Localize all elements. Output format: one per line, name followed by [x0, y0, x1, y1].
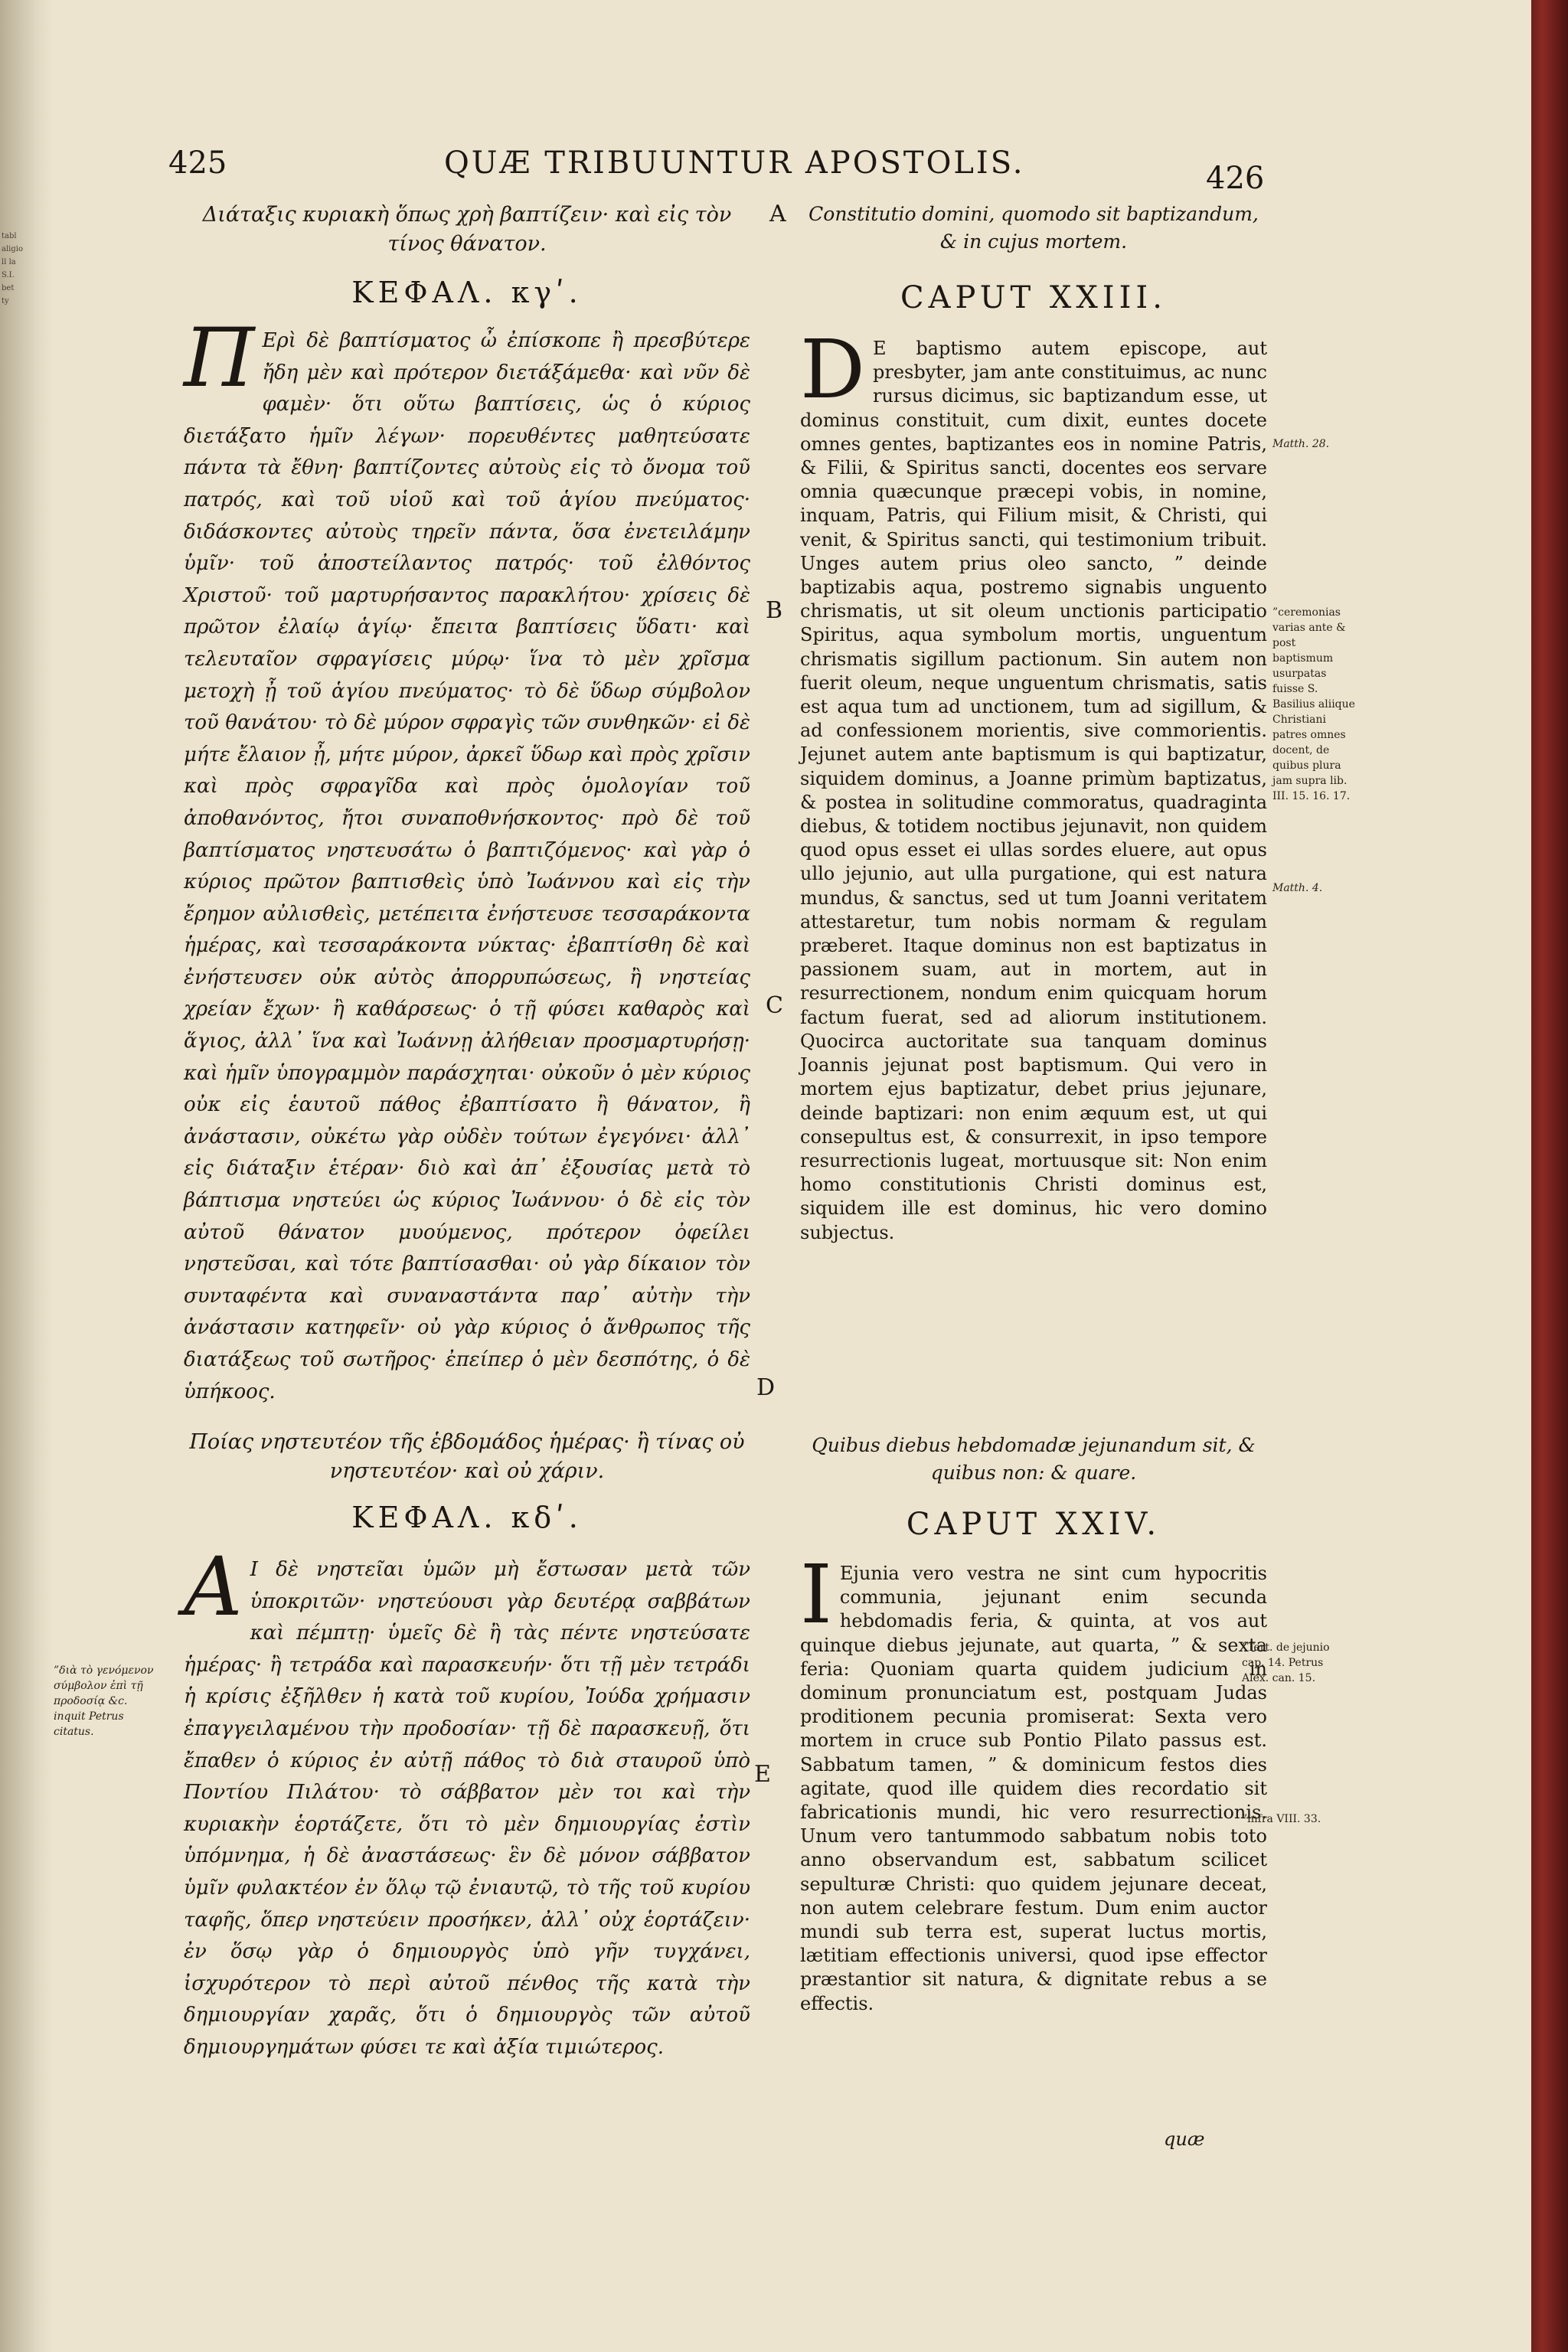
section-letter: A: [769, 201, 786, 227]
margin-note-matth4: Matth. 4.: [1272, 882, 1323, 894]
latin-text-24: [800, 1547, 1267, 2016]
greek-subtitle-23: Διάταξις κυριακὴ ὅπως χρὴ βαπτίζειν· καὶ εἰς τὸν τίνος θάνατον.: [202, 203, 732, 256]
latin-initial-23: D: [800, 322, 865, 416]
spine-shadow: [0, 0, 54, 2352]
latin-subtitle-23: Constitutio domini, quomodo sit baptizandum, & in cujus mortem.: [808, 203, 1259, 253]
book-cover-edge: [1531, 0, 1568, 2352]
greek-initial-23: Π: [184, 311, 255, 405]
section-letter: B: [766, 597, 783, 624]
greek-body-23: Ερὶ δὲ βαπτίσματος ὦ ἐπίσκοπε ἢ πρεσβύτερε ἤδη μὲν καὶ πρότερον διετάξάμεθα· καὶ νῦν δὲ φαμὲν· ὅτι οὕτω βαπτίσεις, ὡς ὁ κύριος διετάξατο ἡμῖν λέγων· πορευθέντες μαθητεύσατε πάντα τὰ ἔθνη· βαπτίζοντες αὐτοὺς εἰς τὸ ὄνομα τοῦ πατρός, καὶ τοῦ υἱοῦ καὶ τοῦ ἁγίου πνεύματος· διδάσκοντες αὐτοὺς τηρεῖν πάντα, ὅσα ἐνετειλάμην ὑμῖν· τοῦ ἀποστείλαντος πατρός· τοῦ ἐλθόντος Χριστοῦ· τοῦ μαρτυρήσαντος παρακλήτου· χρίσεις δὲ πρῶτον ἐλαίῳ ἁγίῳ· ἔπειτα βαπτίσεις ὕδατι· καὶ τελευταῖον σφραγίσεις μύρῳ· ἵνα τὸ μὲν χρῖσμα μετοχὴ ᾖ τοῦ ἁγίου πνεύματος· τὸ δὲ ὕδωρ σύμβολον τοῦ θανάτου· τὸ δὲ μύρον σφραγὶς τῶν συνθηκῶν· εἰ δὲ μήτε ἔλαιον ᾖ, μήτε μύρον, ἀρκεῖ ὕδωρ καὶ πρὸς χρῖσιν καὶ πρὸς σφραγῖδα καὶ πρὸς ὁμολογίαν τοῦ ἀποθανόντος, ἤτοι συναποθνήσκοντος· πρὸ δὲ τοῦ βαπτίσματος νηστευσάτω ὁ βαπτιζόμενος· καὶ γὰρ ὁ κύριος πρῶτον βαπτισθεὶς ὑπὸ Ἰωάννου καὶ εἰς τὴν ἔρημον αὐλισθεὶς, μετέπειτα ἐνήστευσε τεσσαράκοντα ἡμέρας, καὶ τεσσαράκοντα νύκτας· ἐβαπτίσθη δὲ καὶ ἐνήστευσεν οὐκ αὐτὸς ἀπορρυπώσεως, ἢ νηστείας χρείαν ἔχων· ἢ καθάρσεως· ὁ τῇ φύσει καθαρὸς καὶ ἅγιος, ἀλλ᾽ ἵνα καὶ Ἰωάννῃ ἀλήθειαν προσμαρτυρήσῃ· καὶ ἡμῖν ὑπογραμμὸν παράσχηται· οὐκοῦν ὁ μὲν κύριος οὐκ εἰς ἑαυτοῦ πάθος ἐβαπτίσατο ἢ θάνατον, ἢ ἀνάστασιν, οὐκέτω γὰρ οὐδὲν τούτων ἐγεγόνει· ἀλλ᾽ εἰς διάταξιν ἑτέραν· διὸ καὶ ἀπ᾽ ἐξουσίας μετὰ τὸ βάπτισμα νηστεύει ὡς κύριος Ἰωάννου· ὁ δὲ εἰς τὸν αὐτοῦ θάνατον μυούμενος, πρότερον ὀφείλει νηστεῦσαι, καὶ τότε βαπτίσασθαι· οὐ γὰρ δίκαιον τὸν συνταφέντα καὶ συναναστάντα παρ᾽ αὐτὴν τὴν ἀνάστασιν κατηφεῖν· οὐ γὰρ κύριος ὁ ἄνθρωπος τῆς διατάξεως τοῦ σωτῆρος· ἐπείπερ ὁ μὲν δεσπότης, ὁ δὲ ὑπήκοος.: [184, 329, 750, 1403]
greek-chapter-heading-24: ΚΕΦΑΛ. κδʹ.: [351, 1501, 583, 1534]
margin-note-infra: ”infra VIII. 33.: [1242, 1813, 1321, 1825]
spine-note: aligio: [2, 245, 23, 253]
section-letter: E: [754, 1761, 771, 1788]
section-letter: D: [756, 1374, 776, 1401]
latin-chapter-heading-24: CAPUT XXIV.: [906, 1507, 1161, 1542]
margin-note-tert: ”Tert. de jejunio cap. 14. Petrus Alex. can. 15.: [1242, 1642, 1330, 1684]
greek-text-24: [184, 1540, 750, 2064]
spine-note: ll la: [2, 258, 16, 266]
greek-subtitle-24: Ποίας νηστευτέον τῆς ἑβδομάδος ἡμέρας· ἢ τίνας οὐ νηστευτέον· καὶ οὐ χάριν.: [189, 1430, 745, 1483]
latin-text-23: [800, 322, 1267, 1245]
spine-note: tabl: [2, 232, 17, 240]
spine-notes: [2, 230, 23, 308]
latin-subtitle-24: Quibus diebus hebdomadæ jejunandum sit, & quibus non: & quare.: [812, 1434, 1256, 1484]
greek-text-23: [184, 311, 750, 1408]
spine-note: bet: [2, 284, 15, 292]
page-number-left: 425: [168, 145, 227, 181]
margin-note-ceremonias: ”ceremonias varias ante & post baptismum usurpatas fuisse S. Basilius aliique Christiani patres omnes docent, de quibus plura jam supra lib. III. 15. 16. 17.: [1272, 606, 1355, 802]
spine-note: ty: [2, 297, 9, 305]
latin-initial-24: I: [800, 1547, 832, 1642]
greek-initial-24: Α: [184, 1540, 243, 1634]
page-number-right: 426: [1206, 161, 1265, 196]
spine-note: S.I.: [2, 271, 15, 279]
margin-note-matth28: Matth. 28.: [1272, 438, 1330, 450]
running-title: QUÆ TRIBUUNTUR APOSTOLIS.: [444, 145, 1025, 181]
greek-chapter-heading-23: ΚΕΦΑΛ. κγʹ.: [351, 276, 583, 309]
margin-note-greek: ”διὰ τὸ γενόμενον σύμβολον ἐπὶ τῇ προδοσίᾳ &c. inquit Petrus citatus.: [54, 1664, 154, 1738]
page-header: [168, 145, 1317, 196]
latin-body-24: Ejunia vero vestra ne sint cum hypocritis communia, jejunant enim secunda hebdomadis feria, & quinta, at vos aut quinque diebus jejunate, aut quarta, ” & sexta feria: Quoniam quarta quidem judicium in dominum pronunciatum est, postquam Judas proditionem pecunia promiserat: Sexta vero mortem in cruce sub Pontio Pilato passus est. Sabbatum tamen, ” & dominicum festos dies agitate, quod ille quidem dies recordatio sit fabricationis mundi, hic vero resurrectionis. Unum vero tantummodo sabbatum nobis toto anno observandum est, sabbatum scilicet sepulturæ Christi: quo quidem jejunare deceat, non autem celebrare festum. Dum enim auctor mundi sub terra est, superat luctus mortis, lætitiam effectionis universi, quod ipse effector præstantior sit natura, & dignitate rebus a se effectis.: [800, 1563, 1267, 2014]
section-letter: C: [766, 992, 783, 1019]
latin-chapter-heading-23: CAPUT XXIII.: [900, 280, 1167, 315]
latin-body-23: E baptismo autem episcope, aut presbyter, jam ante constituimus, ac nunc rursus dicimus, sic baptizandum esse, ut dominus constituit, cum dixit, euntes docete omnes gentes, baptizantes eos in nomine Patris, & Filii, & Spiritus sancti, docentes eos servare omnia quæcunque præcepi vobis, in nomine, inquam, Patris, qui Filium misit, & Christi, qui venit, & Spiritus sancti, qui testimonium tribuit. Unges autem prius oleo sancto, ” deinde baptizabis aqua, postremo signabis unguento chrismatis, ut sit oleum unctionis participatio Spiritus, aqua symbolum mortis, unguentum chrismatis sigillum pactionum. Sin autem non fuerit oleum, neque unguentum chrismatis, satis est aqua tum ad unctionem, tum ad sigillum, & ad confessionem morientis, sive commorientis. Jejunet autem ante baptismum is qui baptizatur, siquidem dominus, a Joanne primùm baptizatus, & postea in solitudine commoratus, quadraginta diebus, & totidem noctibus jejunavit, non quidem quod opus esset ei ullas sordes eluere, aut opus ullo jejunio, aut ulla purgatione, qui est natura mundus, & sanctus, sed ut tum Joanni veritatem attestaretur, tum nobis normam & regulam præberet. Itaque dominus non est baptizatus in passionem suam, aut in mortem, aut in resurrectionem, nondum enim quicquam horum factum fuerat, sed ad aliorum institutionem. Quocirca auctoritate sua tanquam dominus Joannis jejunat post baptismum. Qui vero in mortem ejus baptizatur, debet prius jejunare, deinde baptizari: non enim æquum est, ut qui consepultus est, & consurrexit, in ipso tempore resurrectionis lugeat, mortuusque sit: Non enim homo constitutionis Christi dominus est, siquidem ille est dominus, hic vero domino subjectus.: [800, 338, 1267, 1243]
greek-body-24: Ι δὲ νηστεῖαι ὑμῶν μὴ ἔστωσαν μετὰ τῶν ὑποκριτῶν· νηστεύουσι γὰρ δευτέρᾳ σαββάτων καὶ πέμπτῃ· ὑμεῖς δὲ ἢ τὰς πέντε νηστεύσατε ἡμέρας· ἢ τετράδα καὶ παρασκευήν· ὅτι τῇ μὲν τετράδι ἡ κρίσις ἐξῆλθεν ἡ κατὰ τοῦ κυρίου, Ἰούδα χρήμασιν ἐπαγγειλαμένου τὴν προδοσίαν· τῇ δὲ παρασκευῇ, ὅτι ἔπαθεν ὁ κύριος ἐν αὐτῇ πάθος τὸ διὰ σταυροῦ ὑπὸ Ποντίου Πιλάτου· τὸ σάββατον μὲν τοι καὶ τὴν κυριακὴν ἑορτάζετε, ὅτι τὸ μὲν δημιουργίας ἐστὶν ὑπόμνημα, ἡ δὲ ἀναστάσεως· ἓν δὲ μόνον σάββατον ὑμῖν φυλακτέον ἐν ὅλῳ τῷ ἐνιαυτῷ, τὸ τῆς τοῦ κυρίου ταφῆς, ὅπερ νηστεύειν προσήκεν, ἀλλ᾽ οὐχ ἑορτάζειν· ἐν ὅσῳ γὰρ ὁ δημιουργὸς ὑπὸ γῆν τυγχάνει, ἰσχυρότερον τὸ περὶ αὐτοῦ πένθος τῆς κατὰ τὴν δημιουργίαν χαρᾶς, ὅτι ὁ δημιουργὸς τῶν αὐτοῦ δημιουργημάτων φύσει τε καὶ ἀξία τιμιώτερος.: [184, 1558, 750, 2059]
catchword: quæ: [1164, 2128, 1205, 2150]
